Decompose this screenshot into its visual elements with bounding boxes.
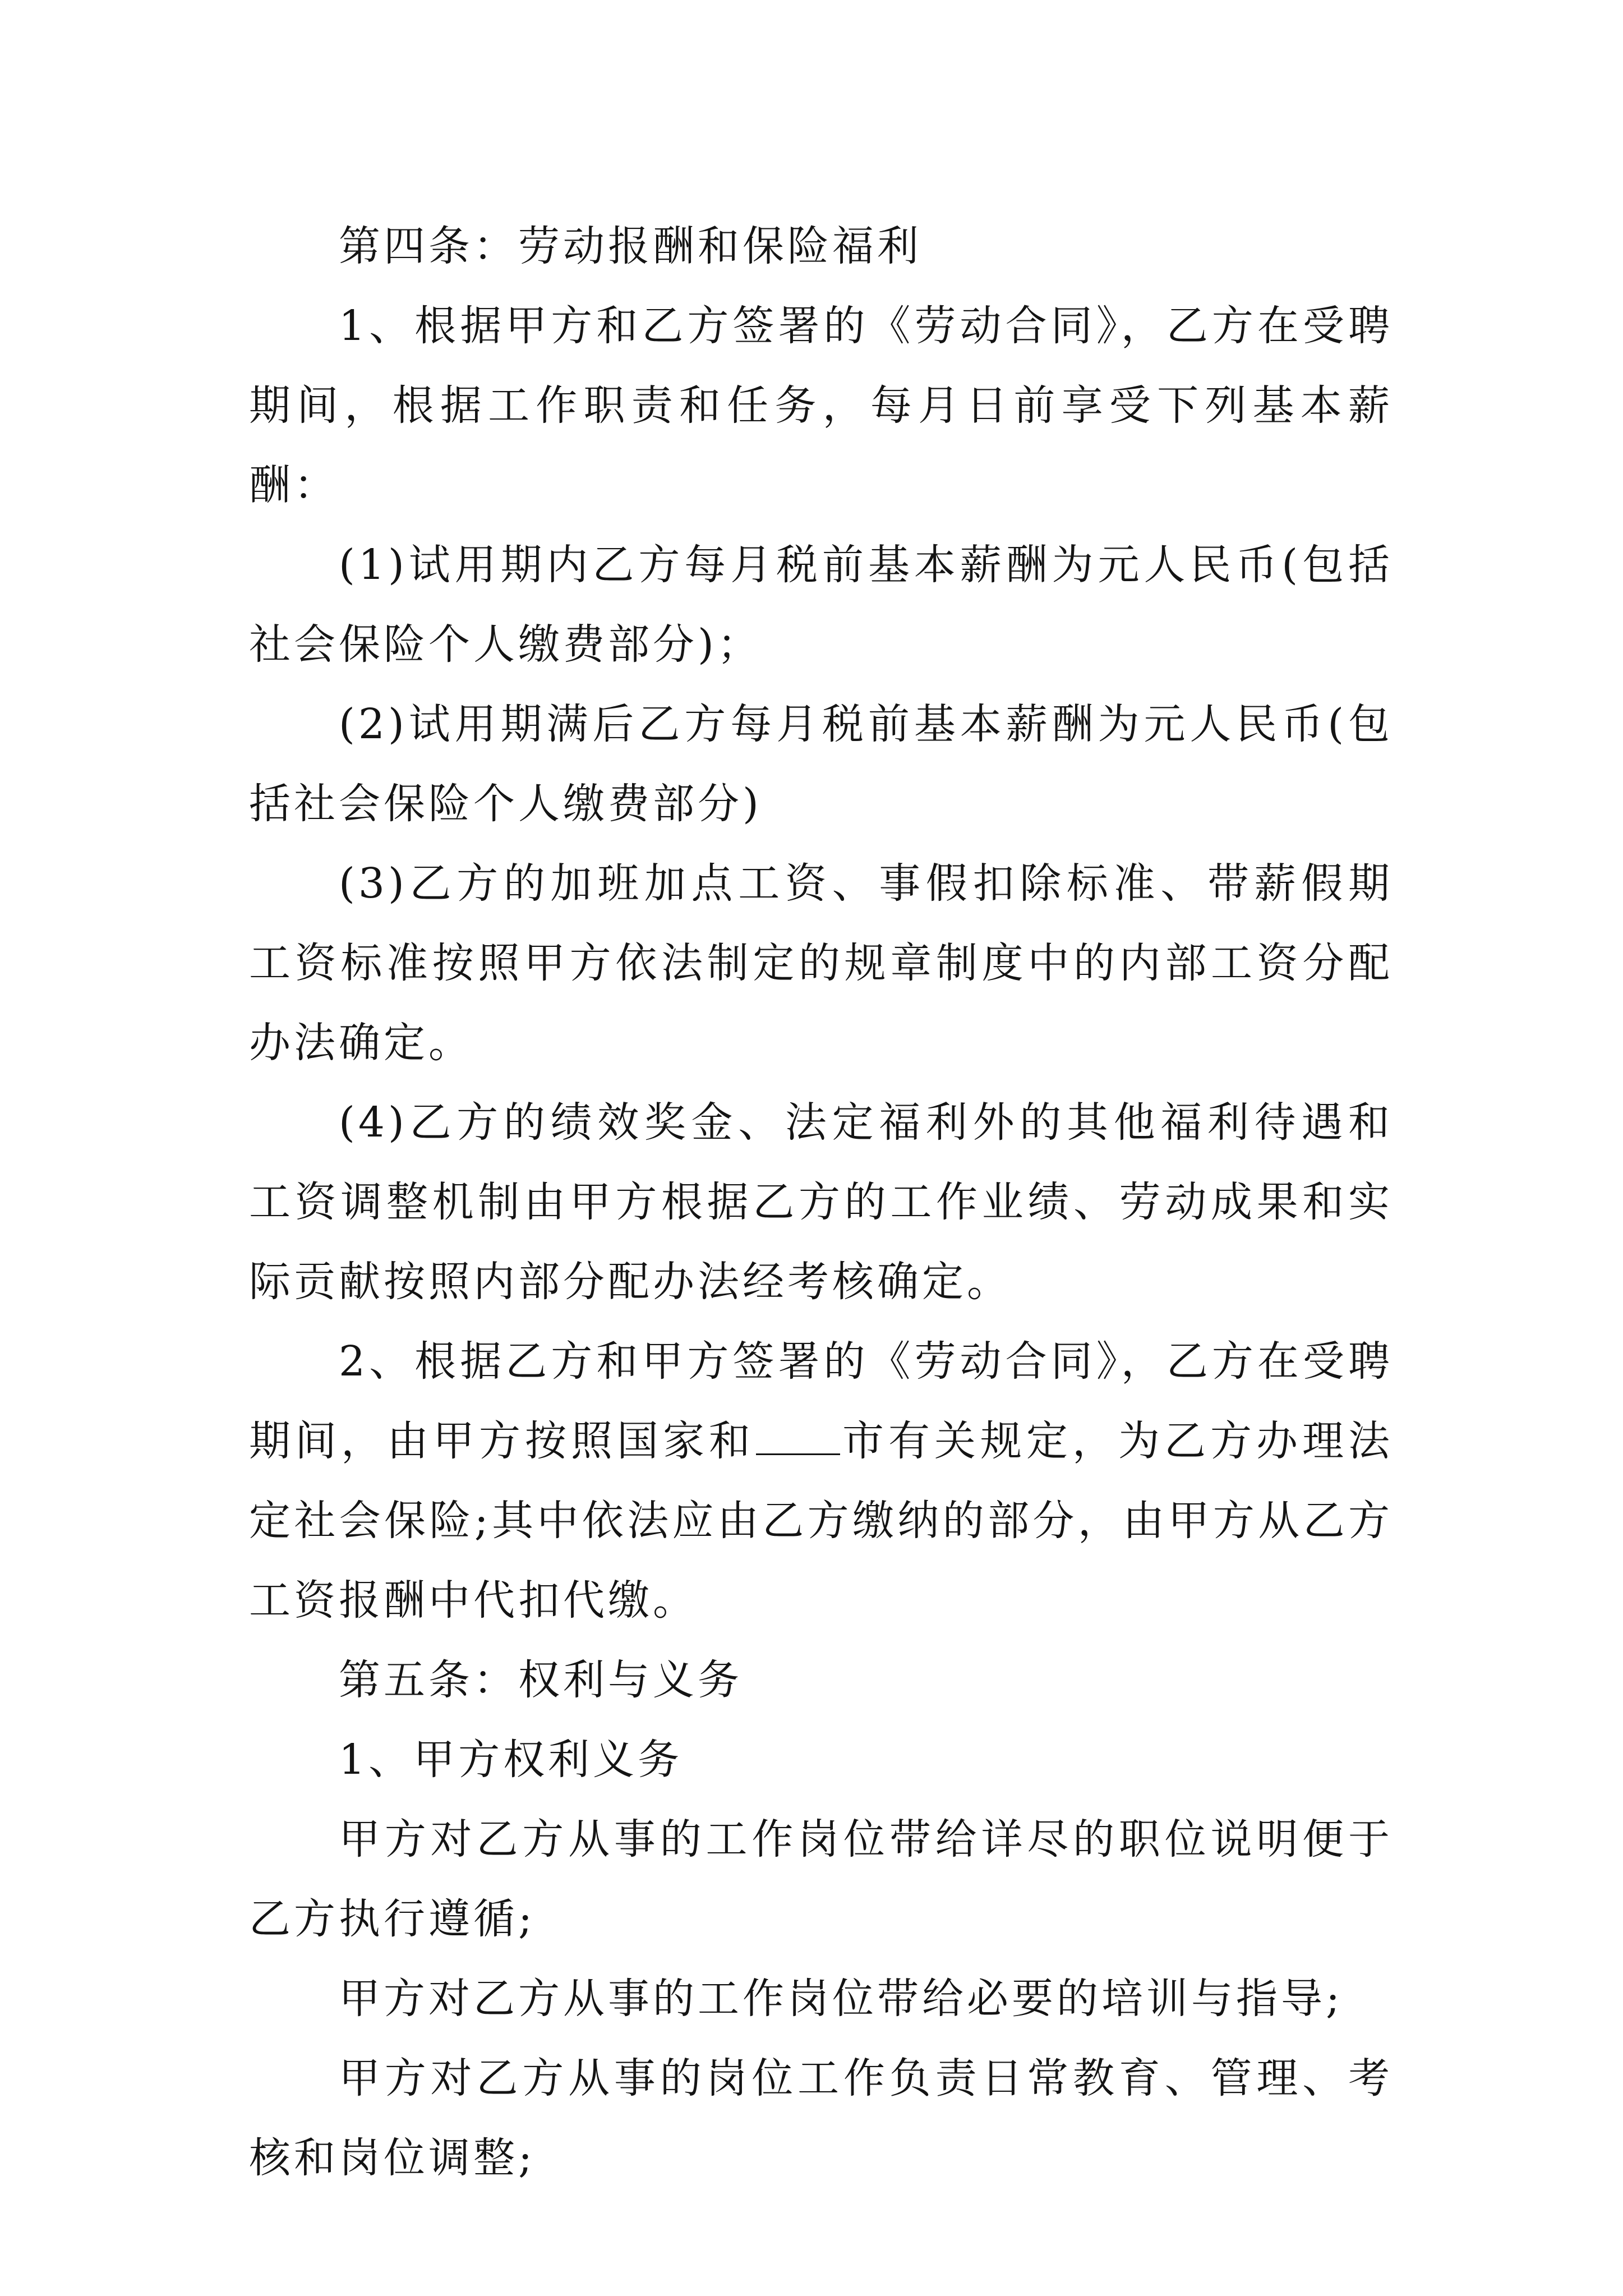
article-4-item-1-sub-4: (4)乙方的绩效奖金、法定福利外的其他福利待遇和工资调整机制由甲方根据乙方的工作业绩、劳动成果和实际贡献按照内部分配办法经考核确定。 bbox=[249, 1098, 1393, 1306]
article-4-item-2-text-after: 市有关规定，为乙方办理法定社会保险;其中依法应由乙方缴纳的部分，由甲方从乙方工资报酬中代扣代缴。 bbox=[249, 1417, 1393, 1625]
article-5-item-1-c: 甲方对乙方从事的岗位工作负责日常教育、管理、考核和岗位调整; bbox=[249, 2054, 1393, 2182]
article-4-item-1-sub-1: (1)试用期内乙方每月税前基本薪酬为元人民币(包括社会保险个人缴费部分)； bbox=[249, 541, 1393, 669]
article-4-item-2 bbox=[249, 1322, 1393, 1640]
document-body bbox=[249, 206, 1393, 2198]
article-4-item-1-sub-3: (3)乙方的加班加点工资、事假扣除标准、带薪假期工资标准按照甲方依法制定的规章制度中的内部工资分配办法确定。 bbox=[249, 859, 1393, 1067]
article-4-heading: 第四条：劳动报酬和保险福利 bbox=[339, 222, 922, 270]
article-5-item-1-a: 甲方对乙方从事的工作岗位带给详尽的职位说明便于乙方执行遵循; bbox=[249, 1815, 1393, 1943]
article-5-item-1: 1、甲方权利义务 bbox=[339, 1736, 683, 1784]
fill-in-blank bbox=[756, 1421, 840, 1455]
article-4-item-1-sub-2: (2)试用期满后乙方每月税前基本薪酬为元人民币(包括社会保险个人缴费部分) bbox=[249, 700, 1393, 828]
article-4-item-2-text-before: 2、根据乙方和甲方签署的《劳动合同》，乙方在受聘期间，由甲方按照国家和 bbox=[249, 1337, 1393, 1465]
article-5-item-1-b: 甲方对乙方从事的工作岗位带给必要的培训与指导; bbox=[339, 1975, 1343, 2023]
article-4-item-1: 1、根据甲方和乙方签署的《劳动合同》，乙方在受聘期间，根据工作职责和任务，每月日前享受下列基本薪酬： bbox=[249, 302, 1393, 509]
article-5-heading: 第五条：权利与义务 bbox=[339, 1656, 743, 1704]
